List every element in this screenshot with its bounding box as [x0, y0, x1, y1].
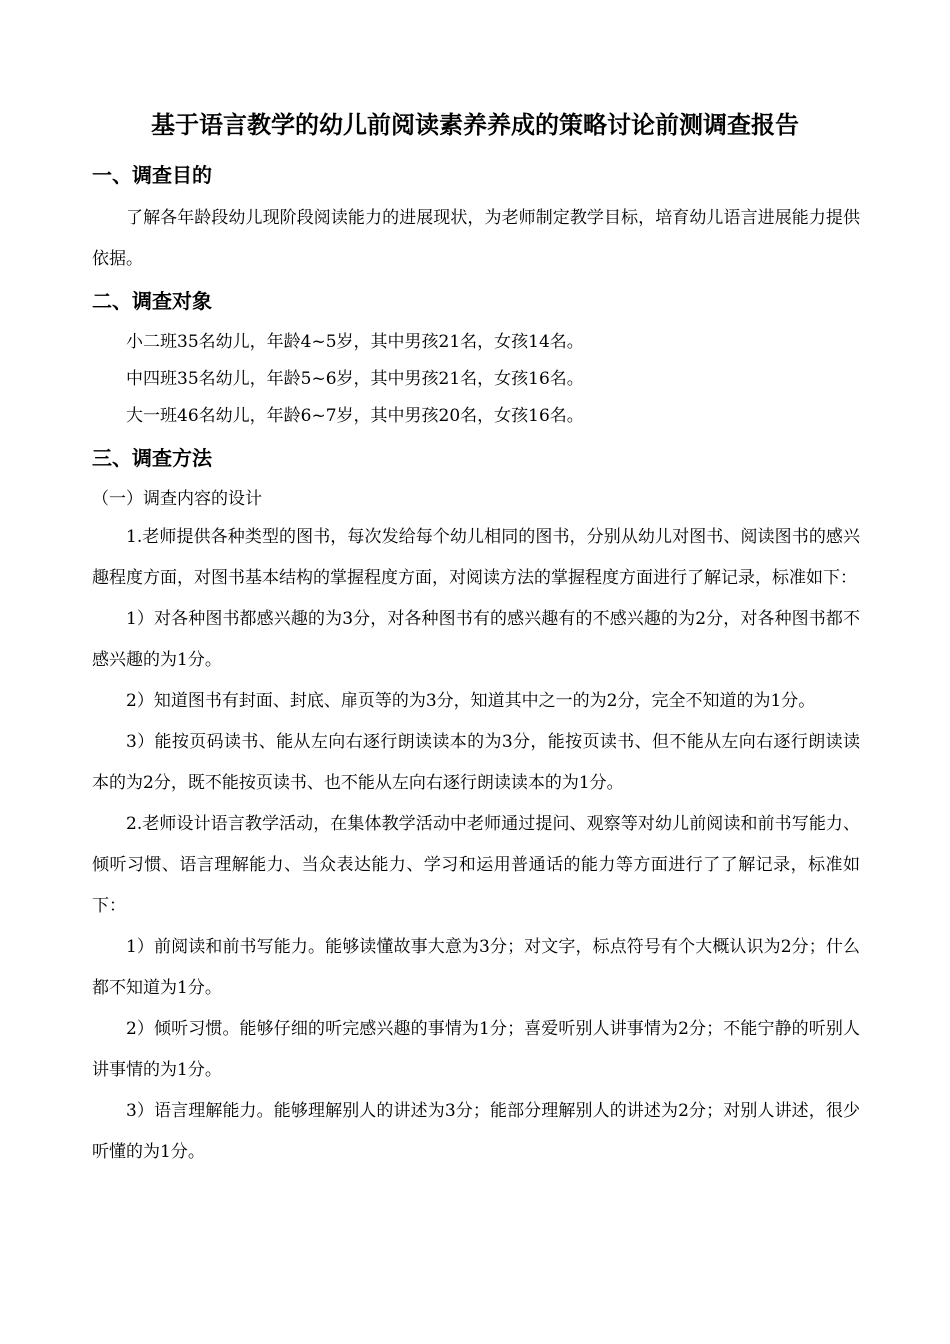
- subject-item: 大一班46名幼儿，年龄6~7岁，其中男孩20名，女孩16名。: [126, 406, 584, 426]
- method-paragraph: 3）能按页码读书、能从左向右逐行朗读读本的为3分，能按页读书、但不能从左向右逐行朗读读本的为2分，既不能按页读书、也不能从左向右逐行朗读读本的为1分。: [92, 732, 860, 793]
- subject-item: 小二班35名幼儿，年龄4~5岁，其中男孩21名，女孩14名。: [126, 332, 584, 352]
- section-heading-subjects: 二、调查对象: [92, 289, 212, 313]
- purpose-paragraph: 了解各年龄段幼儿现阶段阅读能力的进展现状，为老师制定教学目标，培育幼儿语言进展能力提供依据。: [92, 208, 860, 269]
- method-subheading: （一）调查内容的设计: [92, 489, 262, 509]
- subject-item: 中四班35名幼儿，年龄5~6岁，其中男孩21名，女孩16名。: [126, 369, 584, 389]
- method-paragraph: 1）前阅读和前书写能力。能够读懂故事大意为3分；对文字，标点符号有个大概认识为2分；什么都不知道为1分。: [92, 937, 860, 998]
- document-body: [92, 152, 860, 1173]
- section-heading-purpose: 一、调查目的: [92, 163, 212, 187]
- method-paragraph: 1）对各种图书都感兴趣的为3分，对各种图书有的感兴趣有的不感兴趣的为2分，对各种图书都不感兴趣的为1分。: [92, 609, 860, 670]
- method-paragraph: 2.老师设计语言教学活动，在集体教学活动中老师通过提问、观察等对幼儿前阅读和前书写能力、倾听习惯、语言理解能力、当众表达能力、学习和运用普通话的能力等方面进行了了解记录，标准如下：: [92, 814, 860, 916]
- method-paragraph: 2）知道图书有封面、封底、扉页等的为3分，知道其中之一的为2分，完全不知道的为1分。: [126, 691, 816, 711]
- method-paragraph: 3）语言理解能力。能够理解别人的讲述为3分；能部分理解别人的讲述为2分；对别人讲述，很少听懂的为1分。: [92, 1101, 860, 1162]
- section-heading-method: 三、调查方法: [92, 446, 212, 470]
- method-paragraph: 2）倾听习惯。能够仔细的听完感兴趣的事情为1分；喜爱听别人讲事情为2分；不能宁静的听别人讲事情的为1分。: [92, 1019, 860, 1080]
- method-paragraph: 1.老师提供各种类型的图书，每次发给每个幼儿相同的图书，分别从幼儿对图书、阅读图书的感兴趣程度方面，对图书基本结构的掌握程度方面，对阅读方法的掌握程度方面进行了解记录，标准如下：: [92, 527, 860, 588]
- document-title: 基于语言教学的幼儿前阅读素养养成的策略讨论前测调查报告: [151, 111, 799, 139]
